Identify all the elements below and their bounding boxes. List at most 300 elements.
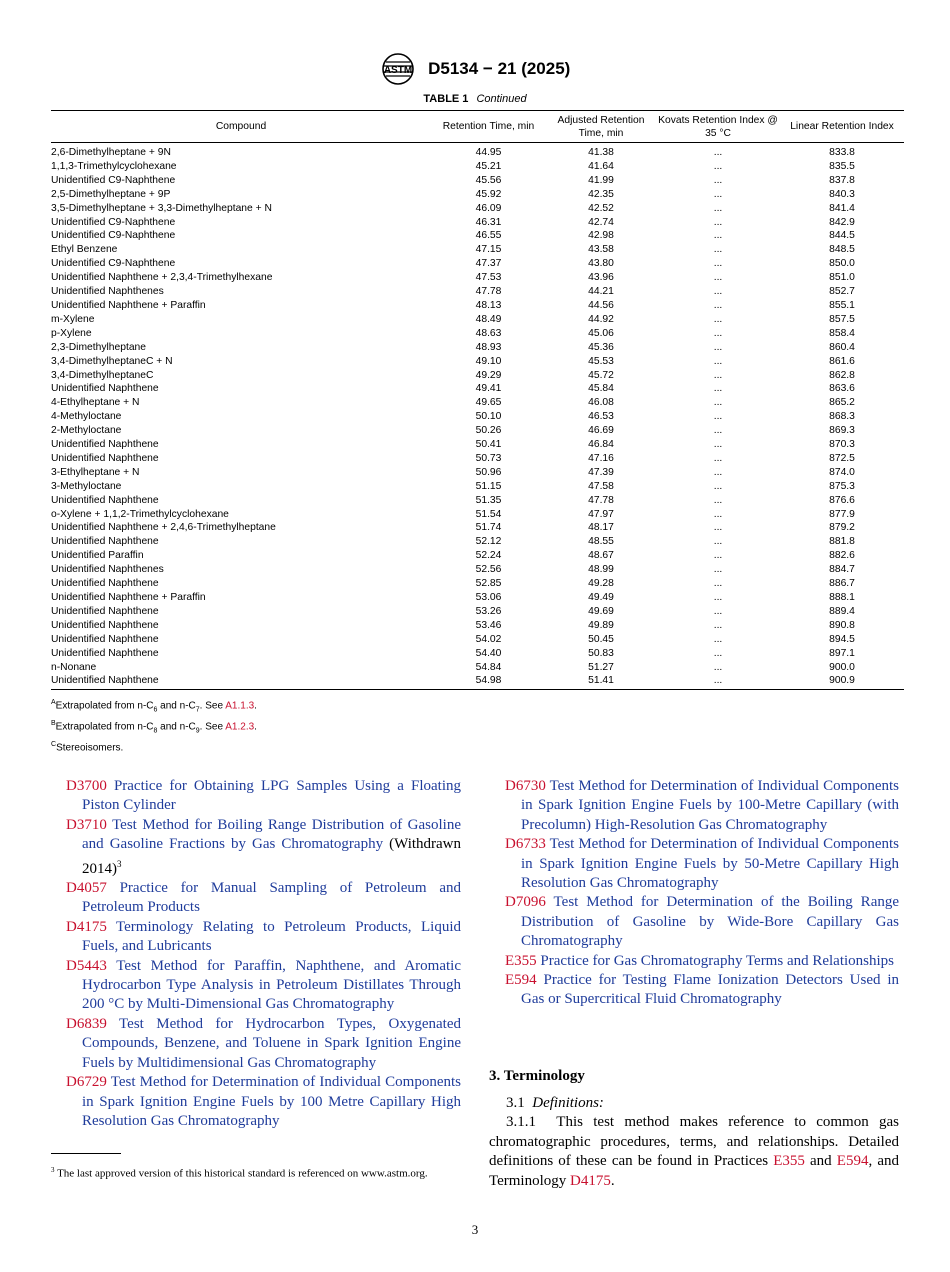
table-row bbox=[51, 549, 904, 563]
cell-kovats-index: ... bbox=[713, 578, 723, 590]
table-row bbox=[51, 508, 904, 522]
cell-kovats-index: ... bbox=[713, 383, 723, 395]
cell-kovats-index: ... bbox=[713, 327, 723, 339]
reference-code-link[interactable]: D6733 bbox=[505, 836, 546, 853]
page-number: 3 bbox=[471, 1222, 479, 1237]
cell-kovats-index: ... bbox=[713, 661, 723, 673]
table-row bbox=[51, 577, 904, 591]
table-row bbox=[51, 143, 904, 160]
reference-title-link[interactable]: Test Method for Determination of Individual Components in Spark Ignition Engine Fuels by 50-Metre Capillary High Resolution Gas Chromatography bbox=[521, 836, 899, 892]
cell-adjusted-retention-time: 49.49 bbox=[588, 592, 614, 603]
table-row bbox=[51, 438, 904, 452]
table-row bbox=[51, 202, 904, 216]
cell-linear-index: 842.9 bbox=[829, 216, 855, 228]
cell-compound: p-Xylene bbox=[51, 327, 92, 339]
cell-linear-index: 869.3 bbox=[829, 425, 855, 437]
table-row bbox=[51, 174, 904, 188]
cell-retention-time: 50.10 bbox=[475, 411, 502, 423]
cell-adjusted-retention-time: 45.84 bbox=[588, 383, 614, 395]
reference-item bbox=[505, 893, 899, 951]
cell-adjusted-retention-time: 45.36 bbox=[588, 341, 614, 353]
cell-adjusted-retention-time: 43.96 bbox=[588, 272, 614, 284]
cell-linear-index: 890.8 bbox=[829, 619, 855, 631]
cell-adjusted-retention-time: 49.28 bbox=[588, 578, 614, 590]
cell-retention-time: 50.41 bbox=[475, 439, 502, 451]
reference-item bbox=[505, 777, 899, 835]
reference-title-link[interactable]: Test Method for Paraffin, Naphthene, and Aromatic Hydrocarbon Type Analysis in Petroleum Distillates Through 200 °C by Multi-Dimensional Gas Chromatography bbox=[82, 957, 461, 1013]
cell-compound: 4-Ethylheptane + N bbox=[51, 397, 140, 409]
cell-adjusted-retention-time: 45.72 bbox=[588, 369, 614, 381]
cell-retention-time: 54.02 bbox=[475, 633, 502, 645]
cell-linear-index: 889.4 bbox=[829, 605, 855, 617]
cell-linear-index: 837.8 bbox=[829, 174, 855, 186]
cell-adjusted-retention-time: 42.98 bbox=[588, 230, 614, 242]
cell-adjusted-retention-time: 48.67 bbox=[588, 550, 614, 562]
reference-code-link[interactable]: E355 bbox=[505, 952, 537, 969]
section-heading: 3. Terminology bbox=[489, 1068, 585, 1084]
cell-adjusted-retention-time: 46.84 bbox=[588, 439, 614, 451]
cell-kovats-index: ... bbox=[713, 397, 723, 409]
cell-kovats-index: ... bbox=[713, 174, 723, 186]
reference-title-link[interactable]: Test Method for Determination of the Boiling Range Distribution of Gasoline by Wide-Bore Capillary Gas Chromatography bbox=[521, 894, 900, 950]
cell-retention-time: 46.55 bbox=[475, 230, 502, 242]
cell-retention-time: 49.41 bbox=[475, 383, 502, 395]
table-row bbox=[51, 313, 904, 327]
table-row bbox=[51, 494, 904, 508]
table-row bbox=[51, 285, 904, 299]
cell-compound: 2,3-Dimethylheptane bbox=[51, 341, 147, 353]
table-row bbox=[51, 605, 904, 619]
cell-compound: Unidentified Naphthene bbox=[51, 619, 159, 631]
cell-compound: Unidentified Naphthene bbox=[51, 439, 159, 451]
cell-adjusted-retention-time: 47.39 bbox=[588, 466, 614, 478]
cell-compound: Unidentified C9-Naphthene bbox=[51, 258, 176, 270]
reference-code-link[interactable]: E594 bbox=[505, 972, 537, 989]
cell-compound: Unidentified Naphthene bbox=[51, 605, 159, 617]
reference-code-link[interactable]: D3700 bbox=[66, 778, 107, 794]
cell-kovats-index: ... bbox=[713, 466, 723, 478]
svg-text:ASTM: ASTM bbox=[383, 65, 412, 76]
cell-linear-index: 872.5 bbox=[829, 452, 855, 464]
table-row bbox=[51, 480, 904, 494]
table-row bbox=[51, 341, 904, 355]
cell-retention-time: 52.56 bbox=[475, 564, 502, 576]
cell-linear-index: 874.0 bbox=[829, 466, 855, 478]
cell-adjusted-retention-time: 47.97 bbox=[588, 508, 614, 520]
table-row bbox=[51, 535, 904, 549]
reference-title-link[interactable]: Practice for Manual Sampling of Petroleum and Petroleum Products bbox=[82, 880, 461, 916]
cell-retention-time: 54.40 bbox=[475, 647, 502, 659]
cell-linear-index: 865.2 bbox=[829, 397, 855, 409]
cell-retention-time: 47.37 bbox=[475, 258, 502, 270]
table-row bbox=[51, 633, 904, 647]
cell-linear-index: 870.3 bbox=[829, 439, 855, 451]
reference-item bbox=[66, 816, 461, 879]
cell-compound: Unidentified Naphthene bbox=[51, 452, 159, 464]
cell-retention-time: 48.63 bbox=[475, 327, 502, 339]
table-row bbox=[51, 424, 904, 438]
reference-title-link[interactable]: Test Method for Boiling Range Distribution of Gasoline and Gasoline Fractions by Gas Chromatography bbox=[82, 816, 462, 853]
link-e355[interactable]: E355 bbox=[773, 1153, 805, 1169]
cell-compound: 2,5-Dimethylheptane + 9P bbox=[51, 188, 171, 200]
cell-compound: 3,5-Dimethylheptane + 3,3-Dimethylheptane + N bbox=[51, 202, 272, 214]
cell-compound: Unidentified Naphthene bbox=[51, 494, 159, 506]
cell-kovats-index: ... bbox=[713, 605, 723, 617]
cell-retention-time: 51.15 bbox=[475, 480, 502, 492]
table-row bbox=[51, 382, 904, 396]
cell-linear-index: 841.4 bbox=[829, 202, 855, 214]
cell-compound: Unidentified Naphthene + 2,4,6-Trimethylheptane bbox=[51, 522, 276, 534]
cell-linear-index: 882.6 bbox=[829, 550, 855, 562]
cell-adjusted-retention-time: 45.53 bbox=[588, 355, 614, 367]
cell-adjusted-retention-time: 42.35 bbox=[588, 188, 614, 200]
references-right-column bbox=[505, 777, 899, 1010]
cell-retention-time: 52.85 bbox=[475, 578, 502, 590]
table-body bbox=[51, 143, 904, 690]
table-label: TABLE 1 bbox=[423, 93, 469, 105]
cell-kovats-index: ... bbox=[713, 202, 723, 214]
table-row bbox=[51, 188, 904, 202]
link-d4175[interactable]: D4175 bbox=[570, 1172, 611, 1189]
table-row bbox=[51, 369, 904, 383]
cell-kovats-index: ... bbox=[713, 522, 723, 534]
cell-retention-time: 54.84 bbox=[475, 661, 502, 673]
cell-adjusted-retention-time: 49.69 bbox=[588, 605, 614, 617]
table-row bbox=[51, 160, 904, 174]
cell-kovats-index: ... bbox=[713, 425, 723, 437]
cell-compound: Unidentified Naphthene bbox=[51, 674, 431, 689]
table-row bbox=[51, 466, 904, 480]
cell-kovats-index: ... bbox=[713, 286, 723, 298]
cell-kovats-index: ... bbox=[713, 147, 723, 158]
cell-retention-time: 51.54 bbox=[475, 508, 502, 520]
reference-code-link[interactable]: D7096 bbox=[505, 894, 546, 911]
cell-retention-time: 50.96 bbox=[475, 466, 502, 478]
cell-compound: o-Xylene + 1,1,2-Trimethylcyclohexane bbox=[51, 508, 229, 520]
cell-compound: Unidentified Naphthene bbox=[51, 383, 159, 395]
link-a1-1-3[interactable]: A1.1.3 bbox=[225, 700, 255, 712]
cell-linear-index: 863.6 bbox=[829, 383, 855, 395]
cell-linear-index: 894.5 bbox=[829, 633, 855, 645]
cell-adjusted-retention-time: 45.06 bbox=[588, 327, 614, 339]
cell-kovats-index: ... bbox=[713, 299, 723, 311]
cell-adjusted-retention-time: 48.17 bbox=[588, 522, 614, 534]
reference-title-link[interactable]: Practice for Testing Flame Ionization Detectors Used in Gas or Supercritical Fluid Chromatography bbox=[521, 972, 899, 1008]
cell-linear-index: 835.5 bbox=[829, 160, 855, 172]
reference-item bbox=[505, 952, 899, 971]
reference-item bbox=[66, 777, 461, 816]
table-row bbox=[51, 243, 904, 257]
reference-code-link[interactable]: D4057 bbox=[66, 880, 107, 897]
reference-code-link[interactable]: D6839 bbox=[66, 1015, 107, 1032]
cell-compound: Unidentified Naphthene bbox=[51, 633, 159, 645]
cell-adjusted-retention-time: 43.80 bbox=[588, 258, 614, 270]
cell-kovats-index: ... bbox=[713, 564, 723, 576]
cell-compound: 3-Methyloctane bbox=[51, 480, 122, 492]
cell-kovats-index: ... bbox=[713, 341, 723, 353]
cell-kovats-index: ... bbox=[713, 369, 723, 381]
reference-title-link[interactable]: Terminology Relating to Petroleum Products, Liquid Fuels, and Lubricants bbox=[82, 918, 461, 955]
header-adjusted-retention-time: Adjusted Retention Time, min bbox=[546, 111, 656, 143]
cell-compound: Unidentified Naphthenes bbox=[51, 286, 164, 298]
table-row bbox=[51, 257, 904, 271]
cell-compound: 3-Ethylheptane + N bbox=[51, 466, 140, 478]
cell-retention-time: 53.46 bbox=[475, 619, 502, 631]
cell-adjusted-retention-time: 46.08 bbox=[588, 397, 614, 409]
terminology-section bbox=[489, 1067, 899, 1191]
footnote-divider bbox=[51, 1153, 121, 1154]
reference-code-link[interactable]: D6729 bbox=[66, 1074, 107, 1091]
cell-kovats-index: ... bbox=[713, 244, 723, 256]
cell-adjusted-retention-time: 48.55 bbox=[588, 536, 614, 548]
cell-retention-time: 45.56 bbox=[475, 174, 502, 186]
cell-retention-time: 46.09 bbox=[475, 202, 502, 214]
table-row bbox=[51, 355, 904, 369]
cell-adjusted-retention-time: 41.38 bbox=[588, 147, 614, 158]
page-footnote: $^3$ The last approved version of this historical standard is referenced on www.astm.org. bbox=[51, 1166, 428, 1180]
cell-adjusted-retention-time: 51.41 bbox=[546, 674, 656, 689]
cell-kovats-index: ... bbox=[713, 230, 723, 242]
cell-adjusted-retention-time: 42.74 bbox=[588, 216, 614, 228]
cell-linear-index: 857.5 bbox=[829, 313, 855, 325]
cell-kovats-index: ... bbox=[713, 258, 723, 270]
table-row bbox=[51, 229, 904, 243]
cell-linear-index: 881.8 bbox=[829, 536, 855, 548]
cell-linear-index: 876.6 bbox=[829, 494, 855, 506]
cell-compound: Unidentified C9-Naphthene bbox=[51, 230, 176, 242]
cell-retention-time: 53.06 bbox=[475, 592, 502, 603]
cell-compound: Unidentified Naphthene bbox=[51, 647, 159, 659]
cell-linear-index: 844.5 bbox=[829, 230, 855, 242]
reference-code-link[interactable]: D6730 bbox=[505, 778, 546, 794]
cell-linear-index: 855.1 bbox=[829, 299, 855, 311]
cell-retention-time: 46.31 bbox=[475, 216, 502, 228]
reference-item bbox=[505, 835, 899, 893]
cell-kovats-index: ... bbox=[713, 550, 723, 562]
cell-compound: Unidentified C9-Naphthene bbox=[51, 174, 176, 186]
cell-kovats-index: ... bbox=[713, 272, 723, 284]
cell-compound: 2,6-Dimethylheptane + 9N bbox=[51, 147, 171, 158]
cell-kovats-index: ... bbox=[713, 592, 723, 603]
cell-kovats-index: ... bbox=[713, 355, 723, 367]
link-e594[interactable]: E594 bbox=[836, 1153, 869, 1169]
table-footnote-b: $^B$Extrapolated from $n-C_8$ and $n-C_9$. See A1.2.3. bbox=[51, 719, 257, 735]
cell-compound: Unidentified C9-Naphthene bbox=[51, 216, 176, 228]
cell-linear-index: 879.2 bbox=[829, 522, 855, 534]
cell-linear-index: 858.4 bbox=[829, 327, 855, 339]
reference-title-link[interactable]: Test Method for Determination of Individual Components in Spark Ignition Engine Fuels by 100-Metre Capillary (with Precolumn) High-Resolution Gas Chromatography bbox=[521, 778, 899, 833]
table-row bbox=[51, 216, 904, 230]
cell-linear-index: 860.4 bbox=[829, 341, 855, 353]
cell-compound: Unidentified Naphthene bbox=[51, 536, 159, 548]
cell-compound: 3,4-DimethylheptaneC + N bbox=[51, 355, 173, 367]
table-row bbox=[51, 591, 904, 605]
header-linear-index: Linear Retention Index bbox=[780, 111, 904, 143]
retention-table bbox=[51, 110, 904, 690]
cell-kovats-index: ... bbox=[713, 452, 723, 464]
cell-retention-time: 45.92 bbox=[475, 188, 502, 200]
cell-compound: Unidentified Paraffin bbox=[51, 550, 144, 562]
table-row bbox=[51, 452, 904, 466]
cell-kovats-index: ... bbox=[656, 674, 780, 689]
cell-kovats-index: ... bbox=[713, 480, 723, 492]
reference-title-link[interactable]: Test Method for Hydrocarbon Types, Oxygenated Compounds, Benzene, and Toluene in Spark Ignition Engine Fuels by Multidimensional Gas Chromatography bbox=[82, 1015, 461, 1071]
cell-linear-index: 886.7 bbox=[829, 578, 855, 590]
cell-compound: 2-Methyloctane bbox=[51, 425, 122, 437]
cell-kovats-index: ... bbox=[713, 160, 723, 172]
cell-kovats-index: ... bbox=[713, 188, 723, 200]
cell-adjusted-retention-time: 50.83 bbox=[588, 647, 614, 659]
cell-linear-index: 884.7 bbox=[829, 564, 855, 576]
cell-adjusted-retention-time: 50.45 bbox=[588, 633, 614, 645]
cell-linear-index: 875.3 bbox=[829, 480, 855, 492]
cell-adjusted-retention-time: 44.56 bbox=[588, 299, 614, 311]
table-footnote-a: $^A$Extrapolated from $n-C_6$ and $n-C_7$. See A1.1.3. bbox=[51, 699, 257, 714]
cell-kovats-index: ... bbox=[713, 439, 723, 451]
cell-linear-index: 850.0 bbox=[829, 258, 855, 270]
reference-item bbox=[66, 1015, 461, 1073]
cell-kovats-index: ... bbox=[713, 536, 723, 548]
cell-retention-time: 54.98 bbox=[431, 674, 546, 689]
table-row bbox=[51, 674, 904, 689]
references-left-column bbox=[66, 777, 461, 1131]
cell-compound: Unidentified Naphthene bbox=[51, 578, 159, 590]
header-compound: Compound bbox=[51, 111, 431, 143]
astm-logo-icon bbox=[380, 52, 416, 86]
table-row bbox=[51, 521, 904, 535]
reference-item bbox=[66, 879, 461, 918]
table-continued: Continued bbox=[476, 93, 527, 105]
cell-adjusted-retention-time: 47.78 bbox=[588, 494, 614, 506]
cell-adjusted-retention-time: 47.58 bbox=[588, 480, 614, 492]
table-row bbox=[51, 661, 904, 675]
table-row bbox=[51, 563, 904, 577]
link-a1-2-3[interactable]: A1.2.3 bbox=[225, 721, 255, 733]
cell-adjusted-retention-time: 51.27 bbox=[588, 661, 614, 673]
cell-linear-index: 877.9 bbox=[829, 508, 855, 520]
cell-retention-time: 53.26 bbox=[475, 605, 502, 617]
cell-linear-index: 900.9 bbox=[780, 674, 904, 689]
cell-linear-index: 888.1 bbox=[829, 592, 855, 603]
cell-retention-time: 48.13 bbox=[475, 299, 502, 311]
table-row bbox=[51, 619, 904, 633]
reference-code-link[interactable]: D5443 bbox=[66, 957, 107, 974]
table-row bbox=[51, 271, 904, 285]
cell-linear-index: 861.6 bbox=[829, 355, 855, 367]
cell-kovats-index: ... bbox=[713, 633, 723, 645]
cell-linear-index: 862.8 bbox=[829, 369, 855, 381]
cell-adjusted-retention-time: 48.99 bbox=[588, 564, 614, 576]
cell-retention-time: 47.15 bbox=[475, 244, 502, 256]
cell-linear-index: 848.5 bbox=[829, 244, 855, 256]
cell-linear-index: 851.0 bbox=[829, 272, 855, 284]
cell-adjusted-retention-time: 41.64 bbox=[588, 160, 614, 172]
table-row bbox=[51, 410, 904, 424]
cell-adjusted-retention-time: 46.69 bbox=[588, 425, 614, 437]
reference-item bbox=[505, 971, 899, 1010]
table-footnotes bbox=[51, 696, 257, 754]
cell-retention-time: 52.12 bbox=[475, 536, 502, 548]
cell-compound: Unidentified Naphthene + Paraffin bbox=[51, 592, 206, 603]
cell-kovats-index: ... bbox=[713, 619, 723, 631]
cell-kovats-index: ... bbox=[713, 313, 723, 325]
cell-compound: Unidentified Naphthenes bbox=[51, 564, 164, 576]
cell-linear-index: 840.3 bbox=[829, 188, 855, 200]
cell-kovats-index: ... bbox=[713, 647, 723, 659]
cell-compound: 4-Methyloctane bbox=[51, 411, 122, 423]
document-id: D5134 − 21 (2025) bbox=[428, 59, 571, 78]
cell-retention-time: 48.93 bbox=[475, 341, 502, 353]
reference-title-link[interactable]: Test Method for Determination of Individual Components in Spark Ignition Engine Fuels by 100 Metre Capillary High Resolution Gas Chromatography bbox=[82, 1074, 461, 1129]
cell-kovats-index: ... bbox=[713, 216, 723, 228]
table-row bbox=[51, 396, 904, 410]
page-header bbox=[0, 52, 950, 86]
cell-compound: Unidentified Naphthene + 2,3,4-Trimethylhexane bbox=[51, 272, 273, 284]
cell-retention-time: 52.24 bbox=[475, 550, 502, 562]
cell-retention-time: 47.78 bbox=[475, 286, 502, 298]
cell-retention-time: 48.49 bbox=[475, 313, 502, 325]
cell-retention-time: 44.95 bbox=[475, 147, 502, 158]
cell-adjusted-retention-time: 42.52 bbox=[588, 202, 614, 214]
cell-retention-time: 47.53 bbox=[475, 272, 502, 284]
cell-retention-time: 49.65 bbox=[475, 397, 502, 409]
cell-linear-index: 852.7 bbox=[829, 286, 855, 298]
cell-retention-time: 45.21 bbox=[475, 160, 502, 172]
cell-retention-time: 51.74 bbox=[475, 522, 502, 534]
reference-note: (Withdrawn 2014) bbox=[82, 836, 462, 877]
cell-adjusted-retention-time: 46.53 bbox=[588, 411, 614, 423]
reference-title-link[interactable]: Practice for Obtaining LPG Samples Using a Floating Piston Cylinder bbox=[82, 778, 462, 814]
cell-retention-time: 51.35 bbox=[475, 494, 502, 506]
cell-retention-time: 50.26 bbox=[475, 425, 502, 437]
reference-title-link[interactable]: Practice for Gas Chromatography Terms and Relationships bbox=[540, 952, 895, 969]
cell-compound: m-Xylene bbox=[51, 313, 95, 325]
cell-adjusted-retention-time: 41.99 bbox=[588, 174, 614, 186]
table-row bbox=[51, 327, 904, 341]
cell-adjusted-retention-time: 47.16 bbox=[588, 452, 614, 464]
cell-linear-index: 900.0 bbox=[829, 661, 855, 673]
cell-linear-index: 868.3 bbox=[829, 411, 855, 423]
cell-linear-index: 833.8 bbox=[829, 147, 855, 158]
cell-compound: 3,4-DimethylheptaneC bbox=[51, 369, 154, 381]
cell-kovats-index: ... bbox=[713, 508, 723, 520]
header-retention-time: Retention Time, min bbox=[431, 111, 546, 143]
cell-kovats-index: ... bbox=[713, 494, 723, 506]
cell-retention-time: 49.10 bbox=[475, 355, 502, 367]
cell-compound: n-Nonane bbox=[51, 661, 97, 673]
table-row bbox=[51, 647, 904, 661]
cell-retention-time: 50.73 bbox=[475, 452, 502, 464]
footnote-marker[interactable]: 3 bbox=[117, 858, 122, 869]
table-header-row bbox=[51, 111, 904, 143]
cell-retention-time: 49.29 bbox=[475, 369, 502, 381]
reference-code-link[interactable]: D4175 bbox=[66, 918, 107, 935]
definitions-paragraph: 3.1.1 This test method makes reference to common gas chromatographic procedures, terms, and relationships. Detailed definitions of these can be found in Practices E355 and E594, and Terminology D4175. bbox=[489, 1114, 899, 1189]
cell-adjusted-retention-time: 44.92 bbox=[588, 313, 614, 325]
cell-compound: Ethyl Benzene bbox=[51, 244, 118, 256]
table-row bbox=[51, 299, 904, 313]
header-kovats-index: Kovats Retention Index @ 35 °C bbox=[656, 111, 780, 143]
cell-linear-index: 897.1 bbox=[829, 647, 855, 659]
cell-adjusted-retention-time: 44.21 bbox=[588, 286, 614, 298]
cell-compound: 1,1,3-Trimethylcyclohexane bbox=[51, 160, 177, 172]
table-caption bbox=[0, 93, 950, 105]
cell-adjusted-retention-time: 49.89 bbox=[588, 619, 614, 631]
table-footnote-c: $^C$Stereoisomers. bbox=[51, 740, 124, 753]
reference-code-link[interactable]: D3710 bbox=[66, 816, 107, 833]
cell-adjusted-retention-time: 43.58 bbox=[588, 244, 614, 256]
reference-item bbox=[66, 1073, 461, 1131]
